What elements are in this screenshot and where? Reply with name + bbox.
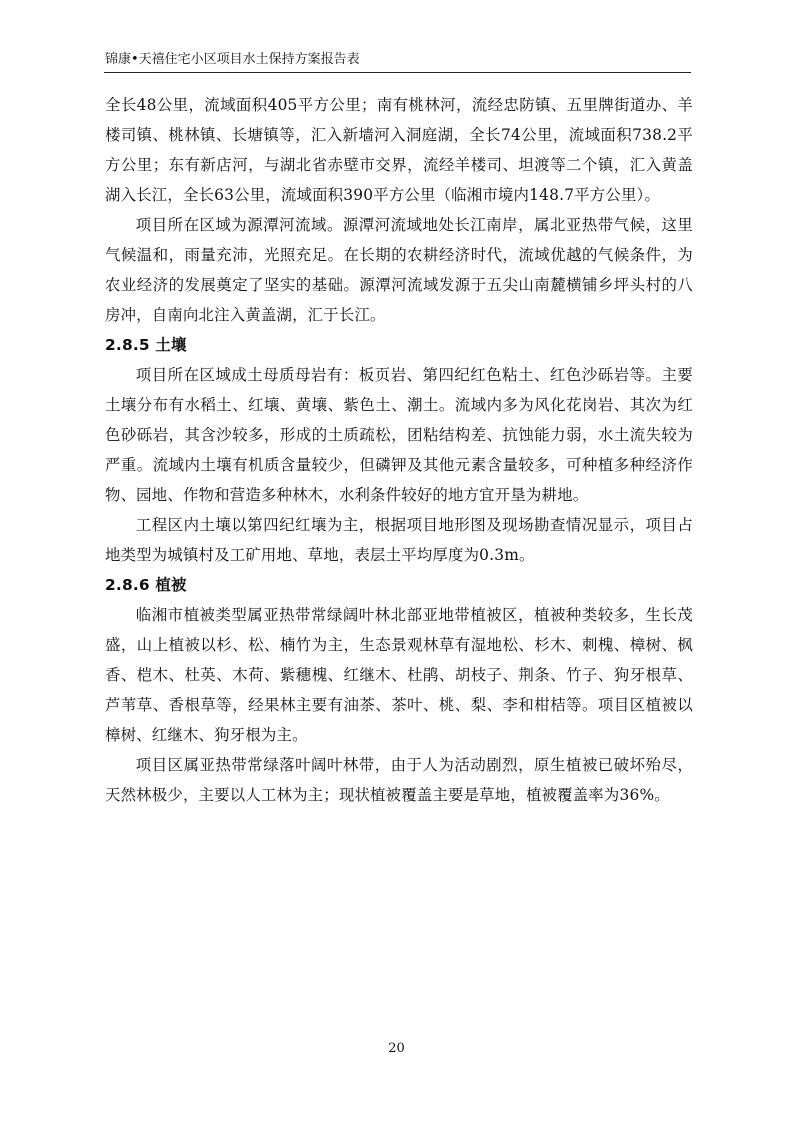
document-body <box>105 90 693 810</box>
section-heading-soil: 2.8.5 土壤 <box>105 336 187 354</box>
page-number: 20 <box>388 1041 405 1056</box>
paragraph-vegetation-coverage: 项目区属亚热带常绿落叶阔叶林带，由于人为活动剧烈，原生植被已破坏殆尽，天然林极少，主要以人工林为主；现状植被覆盖主要是草地，植被覆盖率为36%。 <box>105 756 693 804</box>
paragraph-watershed: 项目所在区域为源潭河流域。源潭河流域地处长江南岸，属北亚热带气候，这里气候温和，雨量充沛，光照充足。在长期的农耕经济时代，流域优越的气候条件，为农业经济的发展奠定了坚实的基础。源潭河流域发源于五尖山南麓横铺乡坪头村的八房冲，自南向北注入黄盖湖，汇于长江。 <box>105 216 693 324</box>
section-heading-vegetation: 2.8.6 植被 <box>105 576 187 594</box>
header-divider <box>104 72 691 73</box>
running-header: 锦康•天禧住宅小区项目水土保持方案报告表 <box>105 52 360 67</box>
paragraph-soil-parent-material: 项目所在区域成土母质母岩有：板页岩、第四纪红色粘土、红色沙砾岩等。主要土壤分布有水稻土、红壤、黄壤、紫色土、潮土。流域内多为风化花岗岩、其次为红色砂砾岩，其含沙较多，形成的土质疏松，团粘结构差、抗蚀能力弱，水土流失较为严重。流域内土壤有机质含量较少，但磷钾及其他元素含量较多，可种植多种经济作物、园地、作物和营造多种林木，水利条件较好的地方宜开垦为耕地。 <box>105 366 693 504</box>
paragraph-river-continuation: 全长48公里，流域面积405平方公里；南有桃林河，流经忠防镇、五里牌街道办、羊楼司镇、桃林镇、长塘镇等，汇入新墙河入洞庭湖，全长74公里，流域面积738.2平方公里；东有新店河，与湖北省赤壁市交界，流经羊楼司、坦渡等二个镇，汇入黄盖湖入长江，全长63公里，流域面积390平方公里（临湘市境内148.7平方公里）。 <box>105 96 693 204</box>
paragraph-soil-project-area: 工程区内土壤以第四纪红壤为主，根据项目地形图及现场勘查情况显示，项目占地类型为城镇村及工矿用地、草地，表层土平均厚度为0.3m。 <box>105 516 693 564</box>
paragraph-vegetation-types: 临湘市植被类型属亚热带常绿阔叶林北部亚地带植被区，植被种类较多，生长茂盛，山上植被以杉、松、楠竹为主，生态景观林草有湿地松、杉木、刺槐、樟树、枫香、桤木、杜英、木荷、紫穗槐、红继木、杜鹃、胡枝子、荆条、竹子、狗牙根草、芦苇草、香根草等，经果林主要有油茶、茶叶、桃、梨、李和柑桔等。项目区植被以樟树、红继木、狗牙根为主。 <box>105 606 693 744</box>
